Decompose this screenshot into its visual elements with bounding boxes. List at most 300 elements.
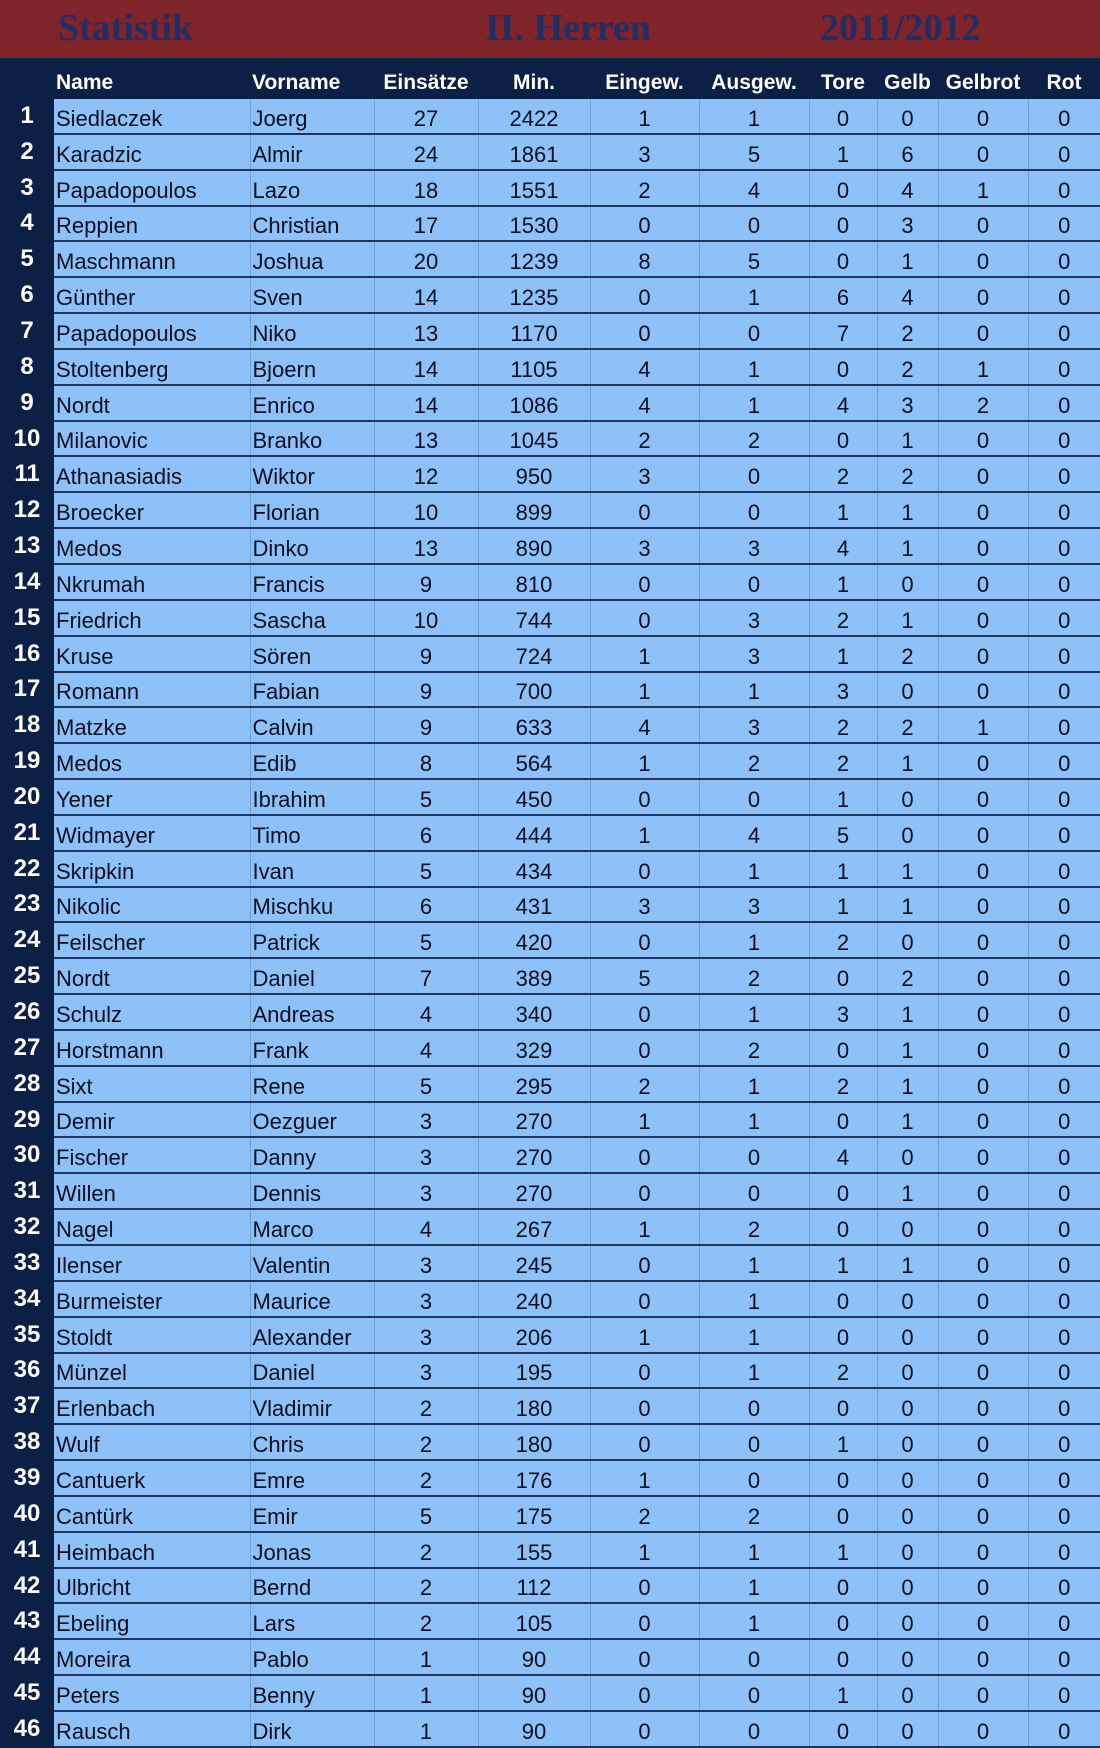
table-row bbox=[0, 313, 1100, 349]
minuten-cell: 724 bbox=[478, 636, 590, 672]
header-gelb: Gelb bbox=[877, 58, 938, 98]
rot-cell: 0 bbox=[1028, 1496, 1100, 1532]
rank-cell: 25 bbox=[0, 958, 54, 994]
vorname-cell: Almir bbox=[250, 134, 374, 170]
vorname-cell: Calvin bbox=[250, 707, 374, 743]
rot-cell: 0 bbox=[1028, 564, 1100, 600]
gelb-cell: 0 bbox=[877, 815, 938, 851]
table-row bbox=[0, 636, 1100, 672]
vorname-cell: Vladimir bbox=[250, 1388, 374, 1424]
ausgewechselt-cell: 1 bbox=[699, 1102, 809, 1138]
vorname-cell: Oezguer bbox=[250, 1102, 374, 1138]
rank-cell: 36 bbox=[0, 1353, 54, 1389]
rank-cell: 45 bbox=[0, 1675, 54, 1711]
name-cell: Moreira bbox=[54, 1639, 250, 1675]
gelb-cell: 6 bbox=[877, 134, 938, 170]
ausgewechselt-cell: 1 bbox=[699, 98, 809, 134]
gelb-cell: 0 bbox=[877, 1532, 938, 1568]
tore-cell: 3 bbox=[809, 672, 877, 708]
tore-cell: 0 bbox=[809, 1102, 877, 1138]
tore-cell: 0 bbox=[809, 1281, 877, 1317]
table-row bbox=[0, 815, 1100, 851]
header-minuten: Min. bbox=[478, 58, 590, 98]
gelbrot-cell: 1 bbox=[938, 707, 1028, 743]
name-cell: Milanovic bbox=[54, 421, 250, 457]
gelbrot-cell: 0 bbox=[938, 743, 1028, 779]
name-cell: Athanasiadis bbox=[54, 456, 250, 492]
vorname-cell: Emir bbox=[250, 1496, 374, 1532]
gelb-cell: 1 bbox=[877, 600, 938, 636]
rot-cell: 0 bbox=[1028, 1711, 1100, 1747]
einsaetze-cell: 4 bbox=[374, 1030, 478, 1066]
rank-cell: 34 bbox=[0, 1281, 54, 1317]
table-row bbox=[0, 1137, 1100, 1173]
table-row bbox=[0, 134, 1100, 170]
gelbrot-cell: 0 bbox=[938, 277, 1028, 313]
vorname-cell: Bjoern bbox=[250, 349, 374, 385]
rot-cell: 0 bbox=[1028, 1675, 1100, 1711]
einsaetze-cell: 3 bbox=[374, 1245, 478, 1281]
table-row bbox=[0, 98, 1100, 134]
table-row bbox=[0, 1639, 1100, 1675]
table-row bbox=[0, 1102, 1100, 1138]
eingewechselt-cell: 0 bbox=[590, 206, 699, 242]
ausgewechselt-cell: 0 bbox=[699, 313, 809, 349]
eingewechselt-cell: 5 bbox=[590, 958, 699, 994]
ausgewechselt-cell: 1 bbox=[699, 1281, 809, 1317]
rot-cell: 0 bbox=[1028, 1460, 1100, 1496]
gelbrot-cell: 0 bbox=[938, 492, 1028, 528]
name-cell: Medos bbox=[54, 743, 250, 779]
table-row bbox=[0, 958, 1100, 994]
tore-cell: 0 bbox=[809, 1639, 877, 1675]
header-gelbrot: Gelbrot bbox=[938, 58, 1028, 98]
eingewechselt-cell: 0 bbox=[590, 1173, 699, 1209]
rot-cell: 0 bbox=[1028, 994, 1100, 1030]
name-cell: Siedlaczek bbox=[54, 98, 250, 134]
gelbrot-cell: 0 bbox=[938, 1137, 1028, 1173]
minuten-cell: 155 bbox=[478, 1532, 590, 1568]
tore-cell: 1 bbox=[809, 1675, 877, 1711]
gelbrot-cell: 2 bbox=[938, 385, 1028, 421]
tore-cell: 0 bbox=[809, 1173, 877, 1209]
gelb-cell: 0 bbox=[877, 672, 938, 708]
table-row bbox=[0, 1424, 1100, 1460]
minuten-cell: 267 bbox=[478, 1209, 590, 1245]
gelbrot-cell: 1 bbox=[938, 349, 1028, 385]
eingewechselt-cell: 2 bbox=[590, 1066, 699, 1102]
tore-cell: 2 bbox=[809, 600, 877, 636]
tore-cell: 4 bbox=[809, 528, 877, 564]
gelbrot-cell: 0 bbox=[938, 421, 1028, 457]
gelbrot-cell: 0 bbox=[938, 1281, 1028, 1317]
eingewechselt-cell: 1 bbox=[590, 636, 699, 672]
vorname-cell: Dirk bbox=[250, 1711, 374, 1747]
rank-cell: 16 bbox=[0, 636, 54, 672]
gelb-cell: 0 bbox=[877, 1675, 938, 1711]
eingewechselt-cell: 0 bbox=[590, 1603, 699, 1639]
gelbrot-cell: 0 bbox=[938, 1568, 1028, 1604]
table-row bbox=[0, 851, 1100, 887]
minuten-cell: 890 bbox=[478, 528, 590, 564]
einsaetze-cell: 13 bbox=[374, 528, 478, 564]
tore-cell: 0 bbox=[809, 1030, 877, 1066]
rot-cell: 0 bbox=[1028, 313, 1100, 349]
rot-cell: 0 bbox=[1028, 349, 1100, 385]
minuten-cell: 444 bbox=[478, 815, 590, 851]
gelbrot-cell: 0 bbox=[938, 1675, 1028, 1711]
ausgewechselt-cell: 2 bbox=[699, 1030, 809, 1066]
minuten-cell: 240 bbox=[478, 1281, 590, 1317]
rank-cell: 7 bbox=[0, 313, 54, 349]
table-row bbox=[0, 277, 1100, 313]
ausgewechselt-cell: 0 bbox=[699, 492, 809, 528]
gelb-cell: 1 bbox=[877, 421, 938, 457]
einsaetze-cell: 17 bbox=[374, 206, 478, 242]
tore-cell: 2 bbox=[809, 707, 877, 743]
minuten-cell: 700 bbox=[478, 672, 590, 708]
rot-cell: 0 bbox=[1028, 98, 1100, 134]
vorname-cell: Lars bbox=[250, 1603, 374, 1639]
eingewechselt-cell: 1 bbox=[590, 1460, 699, 1496]
tore-cell: 3 bbox=[809, 994, 877, 1030]
rank-cell: 35 bbox=[0, 1317, 54, 1353]
gelbrot-cell: 0 bbox=[938, 1639, 1028, 1675]
minuten-cell: 175 bbox=[478, 1496, 590, 1532]
ausgewechselt-cell: 0 bbox=[699, 1388, 809, 1424]
minuten-cell: 744 bbox=[478, 600, 590, 636]
name-cell: Papadopoulos bbox=[54, 170, 250, 206]
gelbrot-cell: 0 bbox=[938, 1173, 1028, 1209]
eingewechselt-cell: 0 bbox=[590, 1388, 699, 1424]
vorname-cell: Enrico bbox=[250, 385, 374, 421]
tore-cell: 0 bbox=[809, 958, 877, 994]
eingewechselt-cell: 0 bbox=[590, 1353, 699, 1389]
vorname-cell: Alexander bbox=[250, 1317, 374, 1353]
header-vorname: Vorname bbox=[250, 58, 374, 98]
eingewechselt-cell: 4 bbox=[590, 349, 699, 385]
rank-cell: 28 bbox=[0, 1066, 54, 1102]
name-cell: Widmayer bbox=[54, 815, 250, 851]
rot-cell: 0 bbox=[1028, 1102, 1100, 1138]
minuten-cell: 206 bbox=[478, 1317, 590, 1353]
ausgewechselt-cell: 0 bbox=[699, 456, 809, 492]
vorname-cell: Branko bbox=[250, 421, 374, 457]
rank-cell: 30 bbox=[0, 1137, 54, 1173]
tore-cell: 2 bbox=[809, 922, 877, 958]
gelb-cell: 0 bbox=[877, 1460, 938, 1496]
vorname-cell: Sven bbox=[250, 277, 374, 313]
vorname-cell: Timo bbox=[250, 815, 374, 851]
eingewechselt-cell: 3 bbox=[590, 134, 699, 170]
name-cell: Münzel bbox=[54, 1353, 250, 1389]
vorname-cell: Florian bbox=[250, 492, 374, 528]
minuten-cell: 899 bbox=[478, 492, 590, 528]
minuten-cell: 340 bbox=[478, 994, 590, 1030]
vorname-cell: Daniel bbox=[250, 1353, 374, 1389]
player-stats-table bbox=[0, 58, 1100, 1748]
vorname-cell: Francis bbox=[250, 564, 374, 600]
minuten-cell: 810 bbox=[478, 564, 590, 600]
eingewechselt-cell: 0 bbox=[590, 1030, 699, 1066]
ausgewechselt-cell: 1 bbox=[699, 1066, 809, 1102]
einsaetze-cell: 9 bbox=[374, 672, 478, 708]
eingewechselt-cell: 4 bbox=[590, 385, 699, 421]
table-row bbox=[0, 206, 1100, 242]
name-cell: Nordt bbox=[54, 958, 250, 994]
tore-cell: 4 bbox=[809, 1137, 877, 1173]
vorname-cell: Chris bbox=[250, 1424, 374, 1460]
gelb-cell: 1 bbox=[877, 743, 938, 779]
eingewechselt-cell: 0 bbox=[590, 492, 699, 528]
ausgewechselt-cell: 2 bbox=[699, 743, 809, 779]
gelb-cell: 0 bbox=[877, 1603, 938, 1639]
header-ausgewechselt: Ausgew. bbox=[699, 58, 809, 98]
vorname-cell: Jonas bbox=[250, 1532, 374, 1568]
table-row bbox=[0, 922, 1100, 958]
rot-cell: 0 bbox=[1028, 707, 1100, 743]
name-cell: Kruse bbox=[54, 636, 250, 672]
einsaetze-cell: 20 bbox=[374, 241, 478, 277]
einsaetze-cell: 5 bbox=[374, 922, 478, 958]
minuten-cell: 270 bbox=[478, 1173, 590, 1209]
ausgewechselt-cell: 0 bbox=[699, 1639, 809, 1675]
einsaetze-cell: 2 bbox=[374, 1603, 478, 1639]
table-row bbox=[0, 743, 1100, 779]
ausgewechselt-cell: 3 bbox=[699, 600, 809, 636]
title-bar bbox=[0, 0, 1100, 58]
minuten-cell: 90 bbox=[478, 1711, 590, 1747]
gelbrot-cell: 0 bbox=[938, 1424, 1028, 1460]
minuten-cell: 450 bbox=[478, 779, 590, 815]
name-cell: Skripkin bbox=[54, 851, 250, 887]
gelb-cell: 2 bbox=[877, 456, 938, 492]
eingewechselt-cell: 2 bbox=[590, 170, 699, 206]
name-cell: Romann bbox=[54, 672, 250, 708]
gelbrot-cell: 0 bbox=[938, 887, 1028, 923]
eingewechselt-cell: 0 bbox=[590, 922, 699, 958]
tore-cell: 7 bbox=[809, 313, 877, 349]
table-row bbox=[0, 1460, 1100, 1496]
einsaetze-cell: 1 bbox=[374, 1711, 478, 1747]
eingewechselt-cell: 0 bbox=[590, 994, 699, 1030]
gelb-cell: 0 bbox=[877, 1711, 938, 1747]
gelbrot-cell: 0 bbox=[938, 98, 1028, 134]
tore-cell: 0 bbox=[809, 241, 877, 277]
gelb-cell: 1 bbox=[877, 492, 938, 528]
table-row bbox=[0, 1317, 1100, 1353]
minuten-cell: 176 bbox=[478, 1460, 590, 1496]
gelbrot-cell: 0 bbox=[938, 1066, 1028, 1102]
vorname-cell: Sören bbox=[250, 636, 374, 672]
rot-cell: 0 bbox=[1028, 1568, 1100, 1604]
gelbrot-cell: 0 bbox=[938, 815, 1028, 851]
vorname-cell: Joshua bbox=[250, 241, 374, 277]
gelbrot-cell: 0 bbox=[938, 528, 1028, 564]
rank-cell: 40 bbox=[0, 1496, 54, 1532]
rot-cell: 0 bbox=[1028, 385, 1100, 421]
eingewechselt-cell: 0 bbox=[590, 1424, 699, 1460]
rot-cell: 0 bbox=[1028, 1424, 1100, 1460]
vorname-cell: Ivan bbox=[250, 851, 374, 887]
header-row bbox=[0, 58, 1100, 98]
tore-cell: 2 bbox=[809, 1066, 877, 1102]
minuten-cell: 434 bbox=[478, 851, 590, 887]
rot-cell: 0 bbox=[1028, 421, 1100, 457]
minuten-cell: 180 bbox=[478, 1388, 590, 1424]
rank-cell: 46 bbox=[0, 1711, 54, 1747]
gelb-cell: 4 bbox=[877, 277, 938, 313]
ausgewechselt-cell: 0 bbox=[699, 1675, 809, 1711]
einsaetze-cell: 5 bbox=[374, 779, 478, 815]
table-body bbox=[0, 98, 1100, 1747]
einsaetze-cell: 3 bbox=[374, 1281, 478, 1317]
table-row bbox=[0, 1245, 1100, 1281]
vorname-cell: Dinko bbox=[250, 528, 374, 564]
eingewechselt-cell: 8 bbox=[590, 241, 699, 277]
gelbrot-cell: 0 bbox=[938, 994, 1028, 1030]
minuten-cell: 1045 bbox=[478, 421, 590, 457]
rot-cell: 0 bbox=[1028, 1245, 1100, 1281]
rot-cell: 0 bbox=[1028, 851, 1100, 887]
rot-cell: 0 bbox=[1028, 958, 1100, 994]
ausgewechselt-cell: 5 bbox=[699, 241, 809, 277]
vorname-cell: Niko bbox=[250, 313, 374, 349]
tore-cell: 1 bbox=[809, 851, 877, 887]
eingewechselt-cell: 0 bbox=[590, 277, 699, 313]
tore-cell: 6 bbox=[809, 277, 877, 313]
table-row bbox=[0, 1711, 1100, 1747]
ausgewechselt-cell: 1 bbox=[699, 1353, 809, 1389]
rot-cell: 0 bbox=[1028, 815, 1100, 851]
ausgewechselt-cell: 1 bbox=[699, 672, 809, 708]
gelbrot-cell: 0 bbox=[938, 1460, 1028, 1496]
rank-cell: 21 bbox=[0, 815, 54, 851]
minuten-cell: 420 bbox=[478, 922, 590, 958]
table-row bbox=[0, 385, 1100, 421]
vorname-cell: Ibrahim bbox=[250, 779, 374, 815]
minuten-cell: 90 bbox=[478, 1639, 590, 1675]
ausgewechselt-cell: 0 bbox=[699, 1711, 809, 1747]
name-cell: Erlenbach bbox=[54, 1388, 250, 1424]
minuten-cell: 105 bbox=[478, 1603, 590, 1639]
ausgewechselt-cell: 5 bbox=[699, 134, 809, 170]
ausgewechselt-cell: 1 bbox=[699, 1603, 809, 1639]
einsaetze-cell: 1 bbox=[374, 1639, 478, 1675]
gelb-cell: 0 bbox=[877, 1137, 938, 1173]
einsaetze-cell: 24 bbox=[374, 134, 478, 170]
tore-cell: 0 bbox=[809, 1568, 877, 1604]
rank-cell: 17 bbox=[0, 672, 54, 708]
rank-cell: 32 bbox=[0, 1209, 54, 1245]
table-row bbox=[0, 170, 1100, 206]
ausgewechselt-cell: 4 bbox=[699, 170, 809, 206]
tore-cell: 2 bbox=[809, 456, 877, 492]
minuten-cell: 329 bbox=[478, 1030, 590, 1066]
title-team: II. Herren bbox=[485, 7, 652, 49]
einsaetze-cell: 14 bbox=[374, 385, 478, 421]
table-row bbox=[0, 528, 1100, 564]
minuten-cell: 112 bbox=[478, 1568, 590, 1604]
rot-cell: 0 bbox=[1028, 779, 1100, 815]
vorname-cell: Bernd bbox=[250, 1568, 374, 1604]
gelb-cell: 1 bbox=[877, 994, 938, 1030]
gelbrot-cell: 0 bbox=[938, 456, 1028, 492]
gelbrot-cell: 0 bbox=[938, 206, 1028, 242]
rot-cell: 0 bbox=[1028, 277, 1100, 313]
rank-cell: 23 bbox=[0, 887, 54, 923]
minuten-cell: 1170 bbox=[478, 313, 590, 349]
rot-cell: 0 bbox=[1028, 1137, 1100, 1173]
minuten-cell: 1551 bbox=[478, 170, 590, 206]
einsaetze-cell: 1 bbox=[374, 1675, 478, 1711]
gelb-cell: 1 bbox=[877, 1066, 938, 1102]
rank-cell: 26 bbox=[0, 994, 54, 1030]
tore-cell: 0 bbox=[809, 206, 877, 242]
tore-cell: 0 bbox=[809, 170, 877, 206]
name-cell: Ilenser bbox=[54, 1245, 250, 1281]
rank-cell: 27 bbox=[0, 1030, 54, 1066]
gelb-cell: 1 bbox=[877, 241, 938, 277]
vorname-cell: Maurice bbox=[250, 1281, 374, 1317]
gelb-cell: 0 bbox=[877, 564, 938, 600]
eingewechselt-cell: 2 bbox=[590, 1496, 699, 1532]
header-tore: Tore bbox=[809, 58, 877, 98]
minuten-cell: 195 bbox=[478, 1353, 590, 1389]
table-row bbox=[0, 1496, 1100, 1532]
tore-cell: 4 bbox=[809, 385, 877, 421]
name-cell: Willen bbox=[54, 1173, 250, 1209]
eingewechselt-cell: 0 bbox=[590, 1711, 699, 1747]
eingewechselt-cell: 1 bbox=[590, 1209, 699, 1245]
name-cell: Stoltenberg bbox=[54, 349, 250, 385]
minuten-cell: 295 bbox=[478, 1066, 590, 1102]
eingewechselt-cell: 0 bbox=[590, 564, 699, 600]
tore-cell: 1 bbox=[809, 492, 877, 528]
rot-cell: 0 bbox=[1028, 134, 1100, 170]
gelb-cell: 1 bbox=[877, 1173, 938, 1209]
einsaetze-cell: 14 bbox=[374, 277, 478, 313]
rot-cell: 0 bbox=[1028, 1639, 1100, 1675]
ausgewechselt-cell: 0 bbox=[699, 564, 809, 600]
tore-cell: 1 bbox=[809, 779, 877, 815]
gelb-cell: 0 bbox=[877, 1209, 938, 1245]
tore-cell: 2 bbox=[809, 743, 877, 779]
name-cell: Papadopoulos bbox=[54, 313, 250, 349]
tore-cell: 0 bbox=[809, 421, 877, 457]
rot-cell: 0 bbox=[1028, 1066, 1100, 1102]
eingewechselt-cell: 2 bbox=[590, 421, 699, 457]
header-name: Name bbox=[54, 58, 250, 98]
eingewechselt-cell: 1 bbox=[590, 98, 699, 134]
rot-cell: 0 bbox=[1028, 492, 1100, 528]
einsaetze-cell: 3 bbox=[374, 1173, 478, 1209]
gelb-cell: 0 bbox=[877, 1424, 938, 1460]
rank-cell: 11 bbox=[0, 456, 54, 492]
table-row bbox=[0, 564, 1100, 600]
rot-cell: 0 bbox=[1028, 1353, 1100, 1389]
gelb-cell: 2 bbox=[877, 349, 938, 385]
ausgewechselt-cell: 3 bbox=[699, 707, 809, 743]
eingewechselt-cell: 1 bbox=[590, 815, 699, 851]
minuten-cell: 1086 bbox=[478, 385, 590, 421]
minuten-cell: 1239 bbox=[478, 241, 590, 277]
header-rank bbox=[0, 58, 54, 98]
tore-cell: 0 bbox=[809, 1460, 877, 1496]
table-row bbox=[0, 600, 1100, 636]
gelbrot-cell: 0 bbox=[938, 1711, 1028, 1747]
table-row bbox=[0, 241, 1100, 277]
